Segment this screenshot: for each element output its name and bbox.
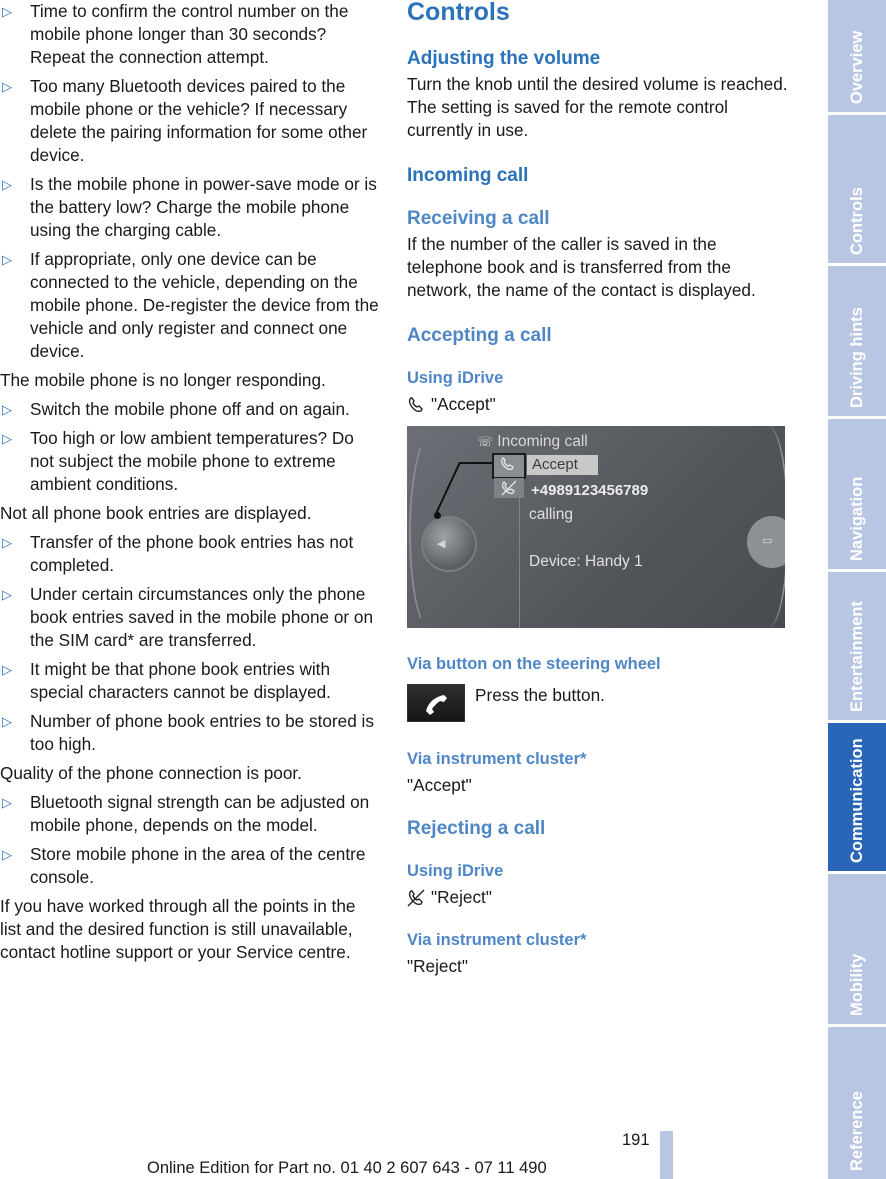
accept-call-icon[interactable] (492, 453, 526, 479)
device-name: Device: Handy 1 (529, 553, 643, 570)
list-item: ▷ If appropriate, only one device can be connected to the vehicle, depending on the mobile phone. De-register the device from the vehicle and only register and connect one device. (2, 249, 379, 361)
triangle-bullet-icon: ▷ (2, 587, 12, 602)
triangle-bullet-icon: ▷ (2, 662, 12, 677)
subheading-receiving: Receiving a call (407, 208, 550, 229)
list-item: ▷ Transfer of the phone book entries has not completed. (2, 532, 354, 575)
triangle-bullet-icon: ▷ (2, 431, 12, 446)
volume-text: Turn the knob until the desired volume is reached. The setting is saved for the remote control currently in use. (407, 74, 788, 140)
chapter-sidebar (828, 0, 886, 1179)
footer-text: Online Edition for Part no. 01 40 2 607 643 - 07 11 490 (147, 1159, 547, 1177)
list-item: ▷ Time to confirm the control number on the mobile phone longer than 30 seconds? Repeat the connection attempt. (2, 1, 349, 67)
subheading-using-idrive: Using iDrive (407, 369, 504, 387)
call-status: calling (529, 506, 573, 523)
accept-line: "Accept" (407, 393, 792, 416)
list-item: ▷ Bluetooth signal strength can be adjusted on mobile phone, depends on the model. (2, 792, 370, 835)
options-icon: ▭ (762, 535, 773, 547)
subheading-cluster-2: Via instrument cluster* (407, 931, 587, 949)
left-column (0, 0, 380, 970)
triangle-bullet-icon: ▷ (2, 535, 12, 550)
phone-reject-icon (407, 889, 425, 907)
page-marker (660, 1131, 673, 1179)
tab-navigation[interactable]: Navigation (828, 419, 886, 569)
tab-controls[interactable]: Controls (828, 115, 886, 263)
reject-line: "Reject" (407, 886, 792, 909)
triangle-bullet-icon: ▷ (2, 252, 12, 267)
steering-row (407, 684, 792, 722)
screen-title: ☏ Incoming call (477, 433, 588, 450)
controller-knob[interactable] (421, 516, 477, 572)
steering-phone-button[interactable] (407, 684, 465, 722)
triangle-bullet-icon: ▷ (2, 795, 12, 810)
list-item: ▷ Is the mobile phone in power-save mode or is the battery low? Charge the mobile phone using the charging cable. (2, 174, 377, 240)
list-item: ▷ Switch the mobile phone off and on again. (2, 399, 350, 419)
cluster-accept-text: "Accept" (407, 775, 472, 795)
section-heading-incoming: Incoming call (407, 165, 529, 186)
right-column (407, 0, 792, 978)
accept-menu-item[interactable]: Accept (527, 455, 598, 475)
tab-mobility[interactable]: Mobility (828, 874, 886, 1024)
page-title: Controls (407, 0, 510, 26)
subheading-steering: Via button on the steering wheel (407, 655, 661, 673)
phone-accept-icon (407, 396, 425, 414)
subheading-cluster: Via instrument cluster* (407, 750, 587, 768)
subheading-using-idrive-2: Using iDrive (407, 862, 504, 880)
tab-overview[interactable]: Overview (828, 0, 886, 112)
left-arrow-icon: ◀ (437, 538, 446, 550)
section-heading-volume: Adjusting the volume (407, 48, 601, 69)
triangle-bullet-icon: ▷ (2, 79, 12, 94)
list-item: ▷ Too many Bluetooth devices paired to the mobile phone or the vehicle? If necessary delete the pairing information for some other device. (2, 76, 368, 165)
tab-entertainment[interactable]: Entertainment (828, 572, 886, 720)
tab-driving-hints[interactable]: Driving hints (828, 266, 886, 416)
problem-heading: Not all phone book entries are displayed. (0, 503, 312, 523)
triangle-bullet-icon: ▷ (2, 847, 12, 862)
receiving-text: If the number of the caller is saved in the telephone book and is transferred from the network, the name of the contact is displayed. (407, 234, 756, 300)
phone-handset-icon (420, 691, 452, 715)
list-item: ▷ It might be that phone book entries with special characters cannot be displayed. (2, 659, 331, 702)
page-number: 191 (622, 1131, 650, 1149)
triangle-bullet-icon: ▷ (2, 714, 12, 729)
phone-icon: ☏ (477, 434, 494, 449)
tab-reference[interactable]: Reference (828, 1027, 886, 1179)
list-item: ▷ Under certain circumstances only the phone book entries saved in the mobile phone or on the SIM card* are transferred. (2, 584, 374, 650)
closing-paragraph: If you have worked through all the points in the list and the desired function is still unavailable, contact hotline support or your Service centre. (0, 896, 356, 962)
steering-text: Press the button. (475, 685, 605, 705)
callout-line (459, 462, 492, 464)
subheading-accepting: Accepting a call (407, 325, 552, 346)
idrive-screen (407, 426, 785, 628)
list-item: ▷ Store mobile phone in the area of the centre console. (2, 844, 366, 887)
triangle-bullet-icon: ▷ (2, 4, 12, 19)
caller-number: +4989123456789 (531, 482, 649, 499)
problem-heading: Quality of the phone connection is poor. (0, 763, 302, 783)
reject-call-icon[interactable] (494, 478, 524, 498)
triangle-bullet-icon: ▷ (2, 402, 12, 417)
problem-heading: The mobile phone is no longer responding. (0, 370, 326, 390)
triangle-bullet-icon: ▷ (2, 177, 12, 192)
callout-dot (434, 512, 441, 519)
cluster-reject-text: "Reject" (407, 956, 468, 976)
list-item: ▷ Number of phone book entries to be stored is too high. (2, 711, 374, 754)
tab-communication[interactable]: Communication (828, 723, 886, 871)
subheading-rejecting: Rejecting a call (407, 818, 546, 839)
list-item: ▷ Too high or low ambient temperatures? Do not subject the mobile phone to extreme ambient conditions. (2, 428, 354, 494)
